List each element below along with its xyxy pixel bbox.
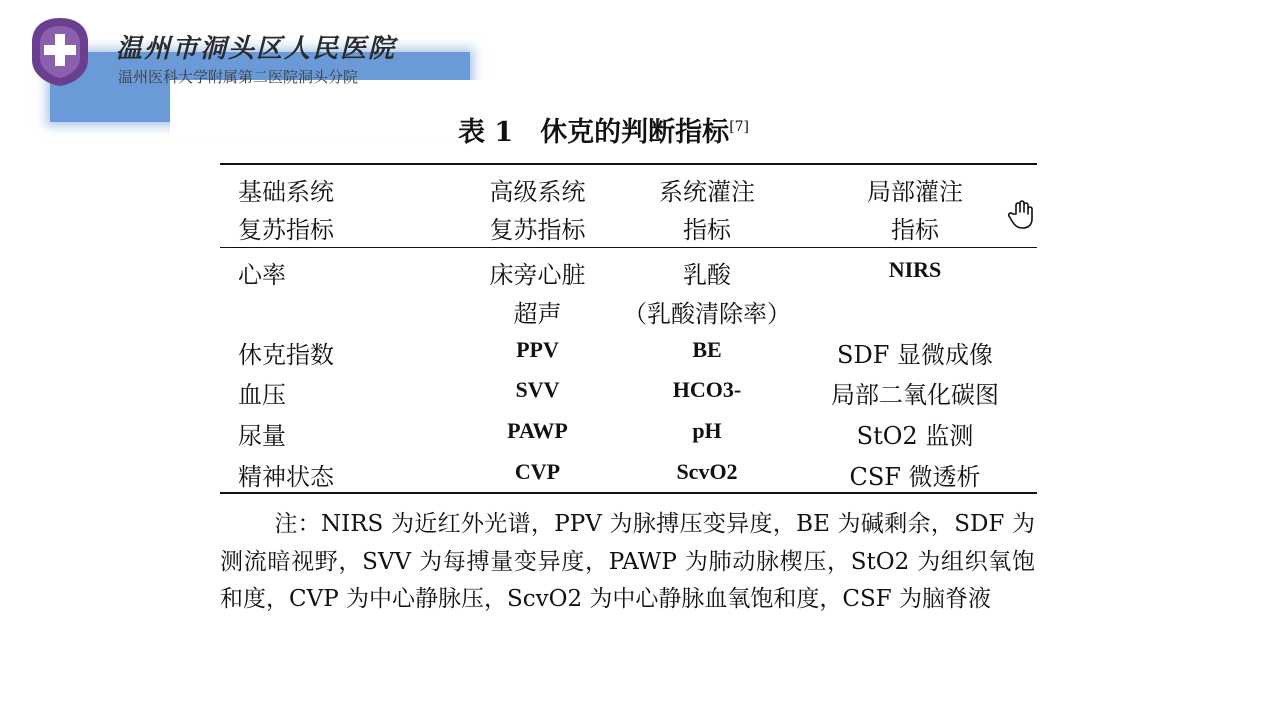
header-col4-line2: 指标 <box>891 216 939 244</box>
row4-col4: StO2 监测 <box>856 422 974 450</box>
row5-col1: 精神状态 <box>238 463 334 491</box>
header-col3-line1: 系统灌注 <box>659 178 755 206</box>
row1-col3: 乳酸 <box>683 261 731 289</box>
row2-col3: BE <box>692 337 722 362</box>
row4-col3: pH <box>692 418 722 443</box>
table-footnote <box>220 506 1035 619</box>
row5-col2: CVP <box>514 459 561 484</box>
hospital-subtitle: 温州医科大学附属第二医院洞头分院 <box>118 68 359 86</box>
table-top-rule <box>220 163 1037 165</box>
row4-col1: 尿量 <box>238 422 286 450</box>
header-col1-line1: 基础系统 <box>238 178 334 206</box>
header-col1-line2: 复苏指标 <box>238 216 334 244</box>
row1b-col3: （乳酸清除率） <box>623 300 791 328</box>
row3-col4: 局部二氧化碳图 <box>831 381 999 409</box>
row3-col2: SVV <box>515 377 560 402</box>
header-col3-line2: 指标 <box>683 216 731 244</box>
row2-col4: SDF 显微成像 <box>837 341 993 369</box>
table-title-text: 表 1 休克的判断指标 <box>458 117 730 148</box>
table-title <box>458 110 749 149</box>
row5-col4: CSF 微透析 <box>849 463 981 491</box>
table-footnote-text: 注：NIRS 为近红外光谱，PPV 为脉搏压变异度，BE 为碱剩余，SDF 为测流暗视野，SVV 为每搏量变异度，PAWP 为肺动脉楔压，StO2 为组织氧饱和度，CVP 为中心静脉压，ScvO2 为中心静脉血氧饱和度，CSF 为脑脊液 <box>220 511 1035 612</box>
row1-col4: NIRS <box>888 257 942 282</box>
header-col2-line1: 高级系统 <box>489 178 586 206</box>
row4-col2: PAWP <box>507 418 568 443</box>
header-col2-line2: 复苏指标 <box>489 216 586 244</box>
table-bottom-rule <box>220 492 1037 494</box>
table-title-reference: [7] <box>729 119 750 135</box>
row2-col1: 休克指数 <box>238 341 334 369</box>
row3-col1: 血压 <box>238 381 286 409</box>
hand-cursor-icon <box>1007 200 1035 230</box>
row2-col2: PPV <box>516 337 559 362</box>
hospital-name: 温州市洞头区人民医院 <box>116 34 397 64</box>
row1b-col2: 超声 <box>513 300 562 328</box>
row1-col1: 心率 <box>238 261 286 289</box>
row3-col3: HCO3- <box>672 377 742 402</box>
header-col4-line1: 局部灌注 <box>867 178 963 206</box>
row1-col2: 床旁心脏 <box>489 261 586 289</box>
row5-col3: ScvO2 <box>676 459 738 484</box>
table-header-rule <box>220 247 1037 248</box>
hospital-cross-logo-icon <box>28 16 92 88</box>
